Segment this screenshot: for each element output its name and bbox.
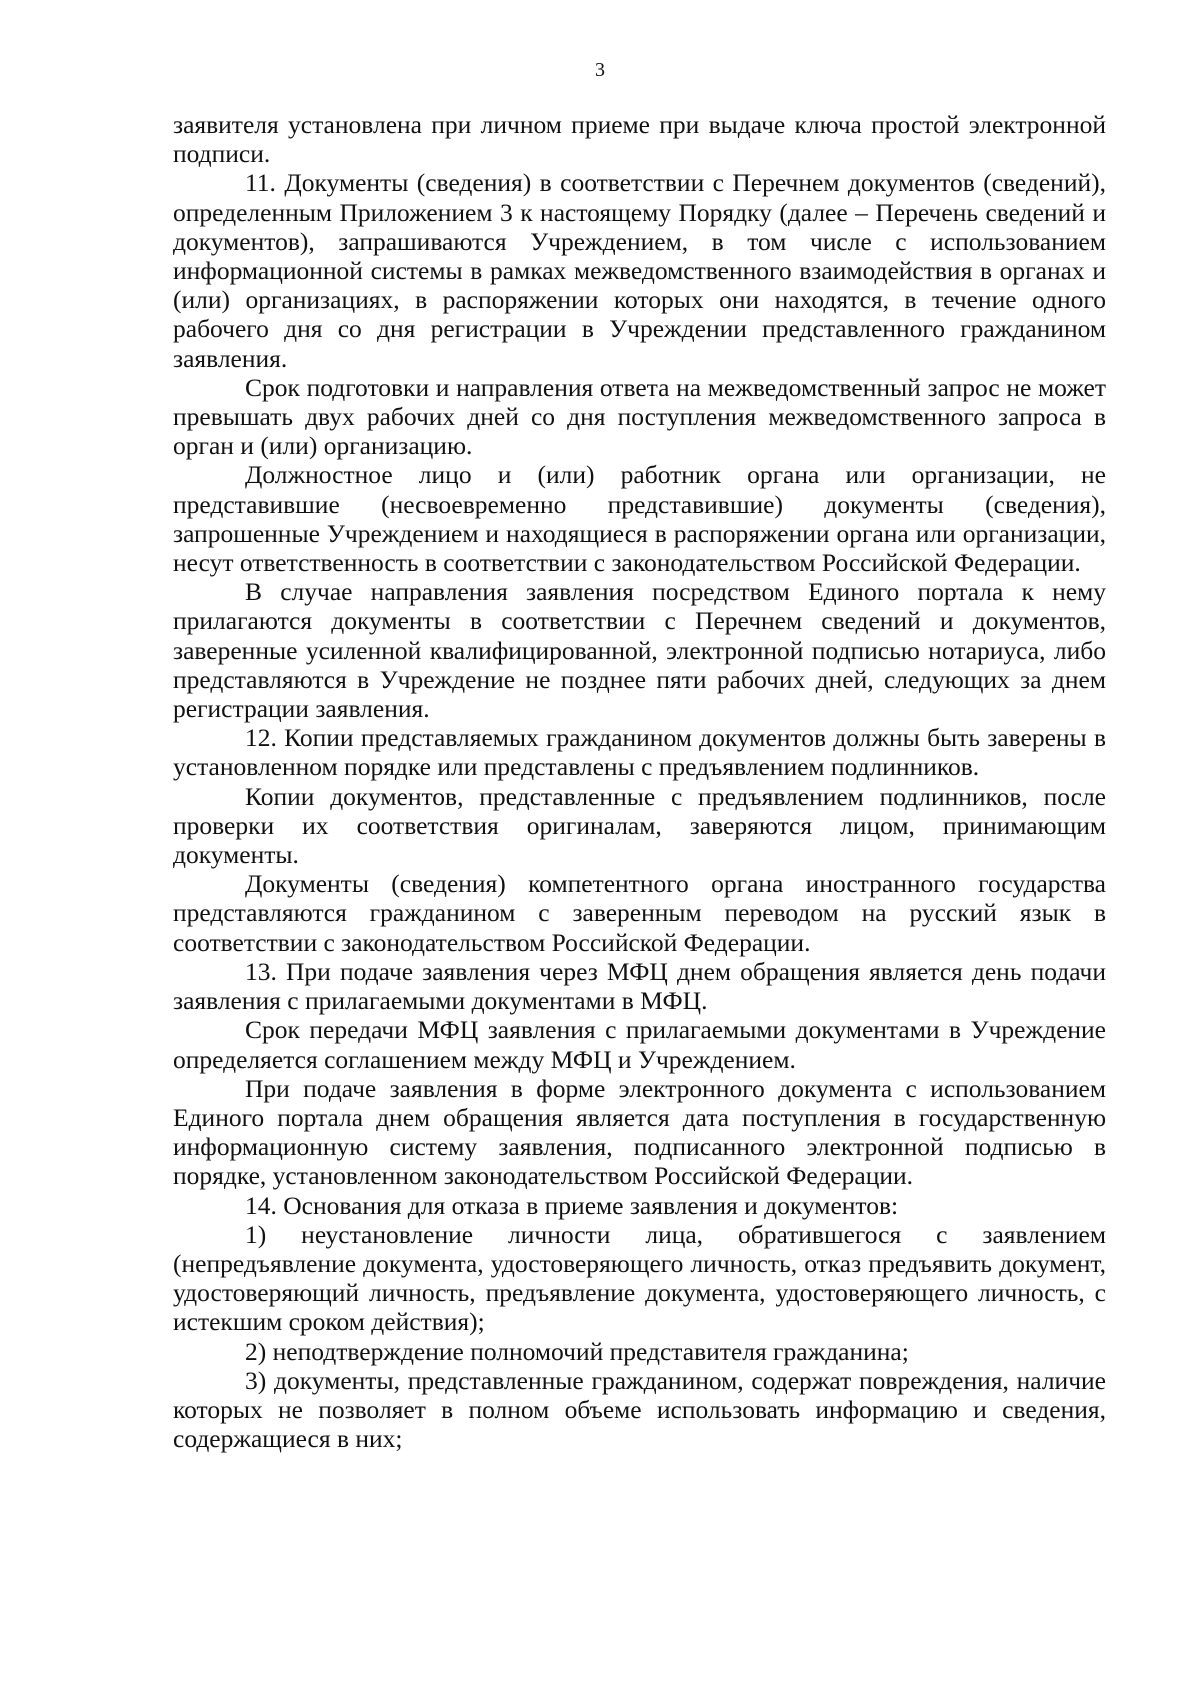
paragraph: заявителя установлена при личном приеме при выдаче ключа простой электронной подписи. — [173, 110, 1106, 169]
paragraph: Должностное лицо и (или) работник органа или организации, не представившие (несвоевременно представившие) документы (сведения), запрошенные Учреждением и находящиеся в распоряжении органа или организации, несут ответственность в соответствии с законодательством Российской Федерации. — [173, 460, 1106, 578]
document-body — [173, 110, 1106, 1453]
paragraph: 3) документы, представленные гражданином, содержат повреждения, наличие которых не позволяет в полном объеме использовать информацию и сведения, содержащиеся в них; — [173, 1365, 1106, 1454]
paragraph: В случае направления заявления посредством Единого портала к нему прилагаются документы в соответствии с Перечнем сведений и документов, заверенные усиленной квалифицированной, электронной подписью нотариуса, либо представляются в Учреждение не позднее пяти рабочих дней, следующих за днем регистрации заявления. — [173, 577, 1106, 724]
paragraph: Срок подготовки и направления ответа на межведомственный запрос не может превышать двух рабочих дней со дня поступления межведомственного запроса в орган и (или) организацию. — [173, 372, 1106, 461]
paragraph: 1) неустановление личности лица, обратившегося с заявлением (непредъявление документа, удостоверяющего личность, отказ предъявить документ, удостоверяющий личность, предъявление документа, удостоверяющего личность, с истекшим сроком действия); — [173, 1219, 1106, 1337]
paragraph: 13. При подаче заявления через МФЦ днем обращения является день подачи заявления с прилагаемыми документами в МФЦ. — [173, 956, 1106, 1016]
paragraph: 12. Копии представляемых гражданином документов должны быть заверены в установленном порядке или представлены с предъявлением подлинников. — [173, 723, 1106, 782]
paragraph: 14. Основания для отказа в приеме заявления и документов: — [245, 1190, 899, 1220]
paragraph: Копии документов, представленные с предъявлением подлинников, после проверки их соответствия оригиналам, заверяются лицом, принимающим документы. — [173, 781, 1106, 870]
paragraph: Документы (сведения) компетентного органа иностранного государства представляются гражданином с заверенным переводом на русский язык в соответствии с законодательством Российской Федерации. — [173, 869, 1106, 957]
paragraph: 11. Документы (сведения) в соответствии с Перечнем документов (сведений), определенным Приложением 3 к настоящему Порядку (далее – Перечень сведений и документов), запрашиваются Учреждением, в том числе с использованием информационной системы в рамках межведомственного взаимодействия в органах и (или) организациях, в распоряжении которых они находятся, в течение одного рабочего дня со дня регистрации в Учреждении представленного гражданином заявления. — [173, 168, 1106, 373]
paragraph: Срок передачи МФЦ заявления с прилагаемыми документами в Учреждение определяется соглашением между МФЦ и Учреждением. — [173, 1015, 1106, 1074]
paragraph: 2) неподтверждение полномочий представителя гражданина; — [245, 1336, 909, 1366]
paragraph: При подаче заявления в форме электронного документа с использованием Единого портала днем обращения является дата поступления в государственную информационную систему заявления, подписанного электронной подписью в порядке, установленном законодательством Российской Федерации. — [173, 1073, 1106, 1191]
page-number: 3 — [595, 59, 605, 81]
